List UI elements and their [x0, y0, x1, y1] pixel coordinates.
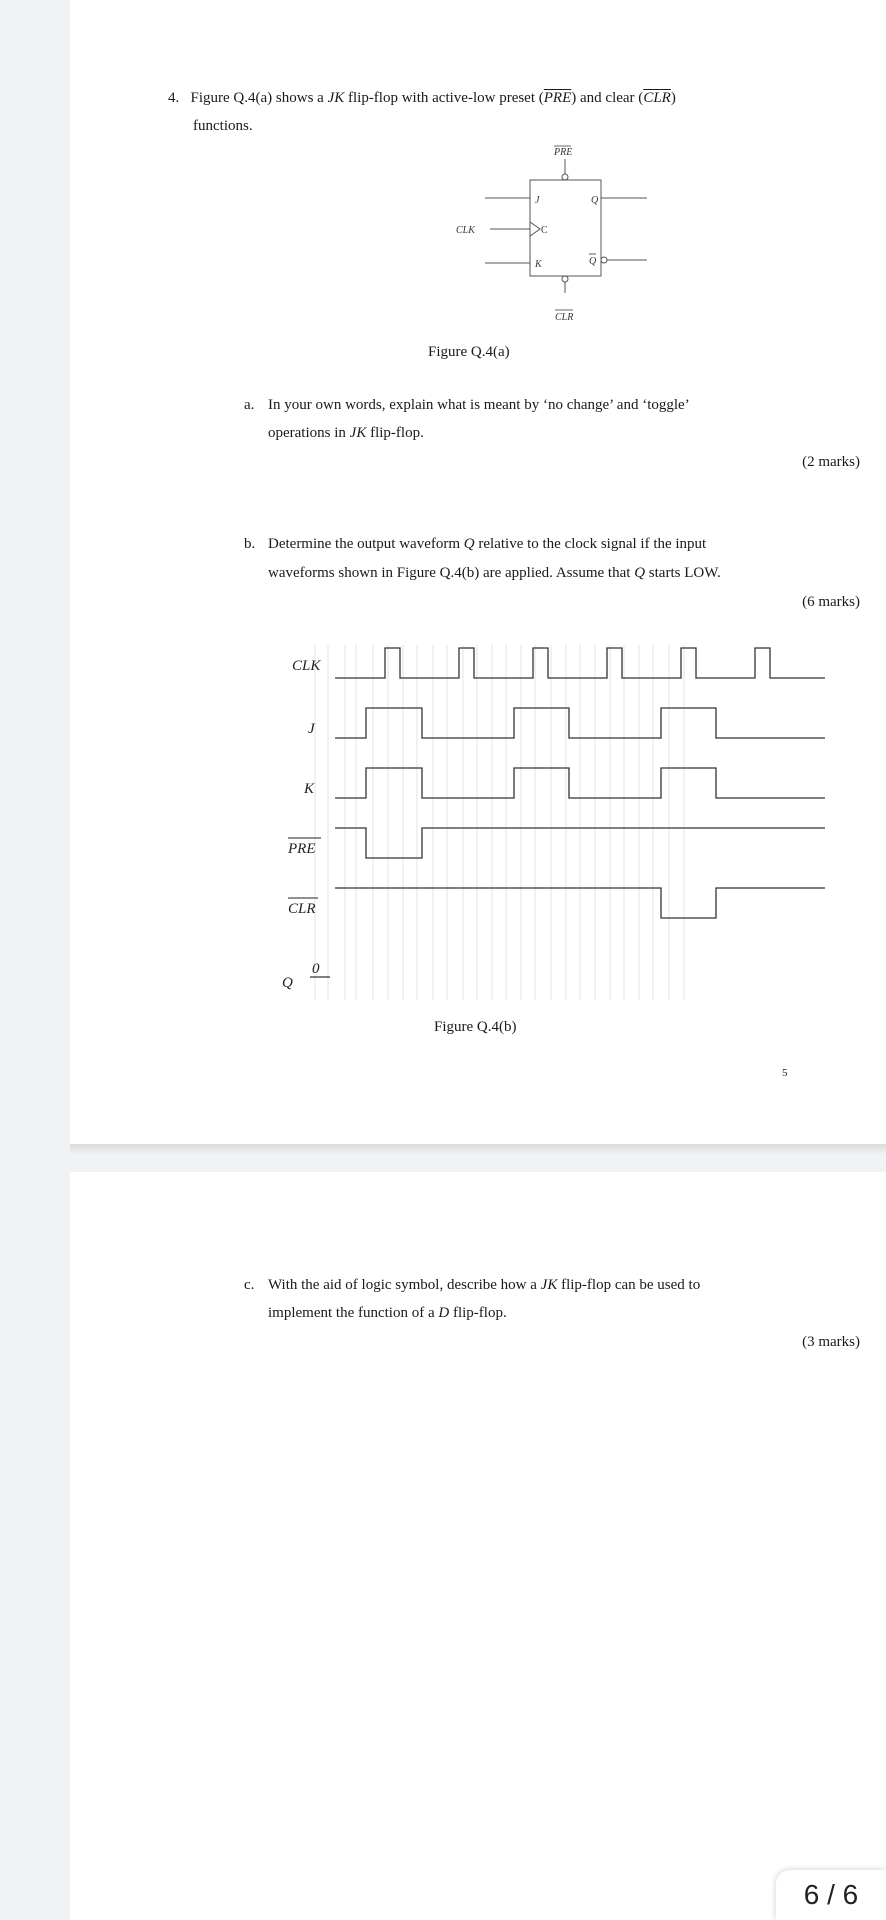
question-number: 4. — [168, 90, 180, 106]
qbar-bubble — [601, 257, 607, 263]
page-number: 5 — [782, 1067, 788, 1079]
figure-q4b-caption: Figure Q.4(b) — [434, 1019, 517, 1035]
q-label: Q — [591, 195, 599, 206]
intro-text: Figure Q.4(a) shows a — [190, 90, 324, 106]
q-initial-value: 0 — [312, 961, 320, 977]
j-label: J — [535, 195, 540, 206]
intro-text-mid: flip-flop with active-low preset ( — [347, 90, 544, 106]
k-label: K — [535, 259, 542, 270]
part-b-label: b. — [244, 536, 256, 552]
c-label: C — [541, 225, 548, 236]
clk-label: CLK — [456, 225, 475, 236]
page-separator — [70, 1144, 886, 1154]
clr-signal-inline: $\overline{CLR}$ — [643, 90, 671, 106]
q-waveform-label: Q — [282, 975, 293, 991]
pre-signal-inline: $\overline{PRE}$ — [543, 90, 572, 106]
figure-q4b-timing-diagram — [200, 625, 840, 1005]
clk-waveform-label: CLK — [292, 658, 321, 674]
pre-waveform-label: PRE — [288, 841, 316, 857]
question-4-line-2: functions. — [193, 118, 253, 134]
part-c-line-2: implement the function of a D flip-flop. — [268, 1305, 507, 1321]
part-a-line-1: In your own words, explain what is meant by ‘no change’ and ‘toggle’ — [268, 397, 690, 413]
part-a-line-2: operations in JK flip-flop. — [268, 425, 424, 441]
clr-label: CLR — [555, 312, 574, 323]
clock-triangle — [530, 222, 540, 236]
part-b-line-1: Determine the output waveform Q relative to the clock signal if the input — [268, 536, 707, 552]
part-a-label: a. — [244, 397, 255, 413]
document-page-6 — [70, 1172, 886, 1920]
part-b-marks: (6 marks) — [802, 594, 860, 610]
part-c-marks: (3 marks) — [802, 1334, 860, 1350]
k-waveform-label: K — [304, 781, 315, 797]
j-waveform-label: J — [308, 721, 315, 737]
part-b-line-2: waveforms shown in Figure Q.4(b) are applied. Assume that Q starts LOW. — [268, 565, 721, 581]
part-c-line-1: With the aid of logic symbol, describe how a JK flip-flop can be used to — [268, 1277, 701, 1293]
figure-q4a-caption: Figure Q.4(a) — [428, 344, 510, 360]
timing-grid — [315, 645, 684, 1000]
clr-waveform-label: CLR — [288, 901, 316, 917]
pre-label: PRE — [554, 147, 573, 158]
question-4-line-1 — [168, 91, 676, 106]
intro-close: ) — [670, 90, 676, 106]
pre-bubble — [562, 174, 568, 180]
clr-bubble — [562, 276, 568, 282]
document-page-5 — [70, 0, 886, 1144]
part-c-label: c. — [244, 1277, 255, 1293]
figure-q4a-jk-symbol — [380, 140, 650, 330]
intro-and: ) and clear ( — [571, 90, 644, 106]
part-a-marks: (2 marks) — [802, 454, 860, 470]
jk-term: JK — [327, 90, 345, 106]
qbar-label: Q — [589, 256, 597, 267]
page-indicator: 6 / 6 — [776, 1870, 886, 1920]
